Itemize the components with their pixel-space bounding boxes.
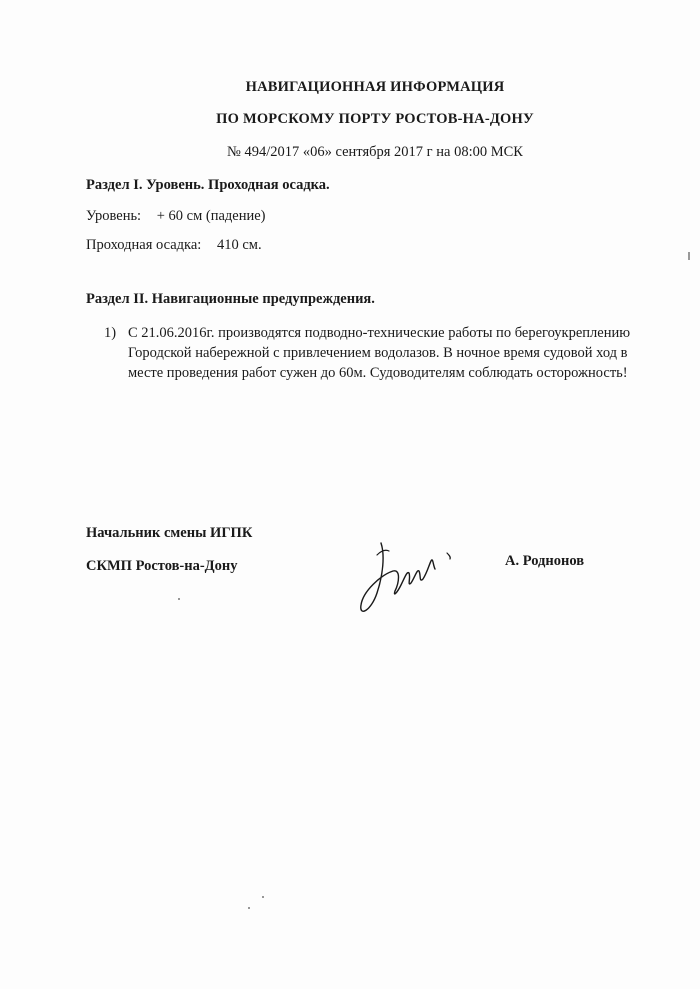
draft-value: 410 см. [216,237,262,253]
draft-row [86,237,262,254]
section-2-heading: Раздел II. Навигационные предупреждения. [86,291,375,307]
level-value: + 60 см (падение) [156,208,266,224]
section-1-heading: Раздел I. Уровень. Проходная осадка. [86,177,330,193]
draft-label: Проходная осадка: [86,237,202,253]
document-title: НАВИГАЦИОННАЯ ИНФОРМАЦИЯ [245,79,505,95]
scan-speck [248,907,250,909]
document-number-date: № 494/2017 «06» сентября 2017 г на 08:00 МСК [227,144,523,160]
scan-speck [178,598,180,600]
signatory-position-line2: СКМП Ростов-на-Дону [86,558,238,574]
handwritten-signature [355,535,465,620]
level-row [86,208,266,225]
warning-list-item [104,323,634,383]
signatory-position-line1: Начальник смены ИГПК [86,525,253,541]
signatory-name: А. Роднонов [505,553,585,569]
level-label: Уровень: [86,208,142,224]
scan-speck [262,896,264,898]
warning-text: С 21.06.2016г. производятся подводно-технические работы по берегоукреплению Городской набережной с привлечением водолазов. В ночное время судовой ход в месте проведения работ сужен до 60м. Судоводителям соблюдать осторожность! [128,325,631,381]
scan-edge-mark [688,252,690,260]
document-subtitle: ПО МОРСКОМУ ПОРТУ РОСТОВ-НА-ДОНУ [216,111,534,127]
warning-number: 1) [104,325,117,341]
